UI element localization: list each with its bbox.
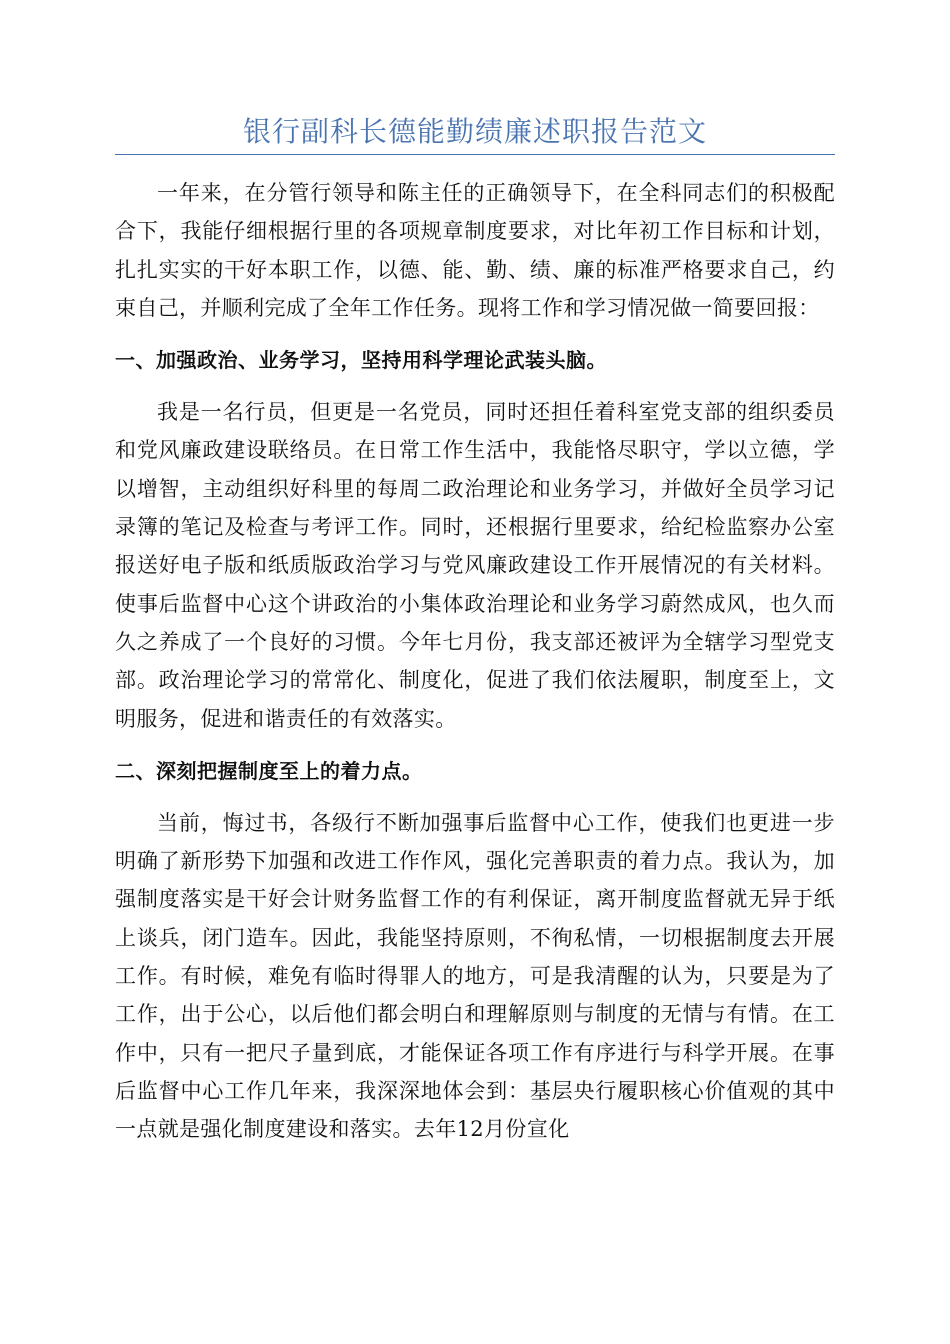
section-2-paragraph: 当前，悔过书，各级行不断加强事后监督中心工作，使我们也更进一步明确了新形势下加强和改进工作作风，强化完善职责的着力点。我认为，加强制度落实是干好会计财务监督工作的有利保证，离开制度监督就无异于纸上谈兵，闭门造车。因此，我能坚持原则，不徇私情，一切根据制度去开展工作。有时候，难免有临时得罪人的地方，可是我清醒的认为，只要是为了工作，出于公心，以后他们都会明白和理解原则与制度的无情与有情。在工作中，只有一把尺子量到底，才能保证各项工作有序进行与科学开展。在事后监督中心工作几年来，我深深地体会到：基层央行履职核心价值观的其中一点就是强化制度建设和落实。去年12月份宣化: [115, 810, 835, 1142]
document-title: 银行副科长德能勤绩廉述职报告范文: [242, 115, 707, 148]
section-1-heading: 一、加强政治、业务学习，坚持用科学理论武装头脑。: [115, 348, 607, 373]
title-underline: [115, 154, 835, 155]
section-1-paragraph: 我是一名行员，但更是一名党员，同时还担任着科室党支部的组织委员和党风廉政建设联络员。在日常工作生活中，我能恪尽职守，学以立德，学以增智，主动组织好科里的每周二政治理论和业务学习，并做好全员学习记录簿的笔记及检查与考评工作。同时，还根据行里要求，给纪检监察办公室报送好电子版和纸质版政治学习与党风廉政建设工作开展情况的有关材料。使事后监督中心这个讲政治的小集体政治理论和业务学习蔚然成风，也久而久之养成了一个良好的习惯。今年七月份，我支部还被评为全辖学习型党支部。政治理论学习的常常化、制度化，促进了我们依法履职，制度至上，文明服务，促进和谐责任的有效落实。: [115, 400, 835, 731]
document-body: [115, 174, 835, 1149]
section-2-heading: 二、深刻把握制度至上的着力点。: [115, 758, 423, 783]
intro-paragraph: 一年来，在分管行领导和陈主任的正确领导下，在全科同志们的积极配合下，我能仔细根据行里的各项规章制度要求，对比年初工作目标和计划，扎扎实实的干好本职工作，以德、能、勤、绩、廉的标准严格要求自己，约束自己，并顺利完成了全年工作任务。现将工作和学习情况做一简要回报：: [115, 181, 835, 320]
